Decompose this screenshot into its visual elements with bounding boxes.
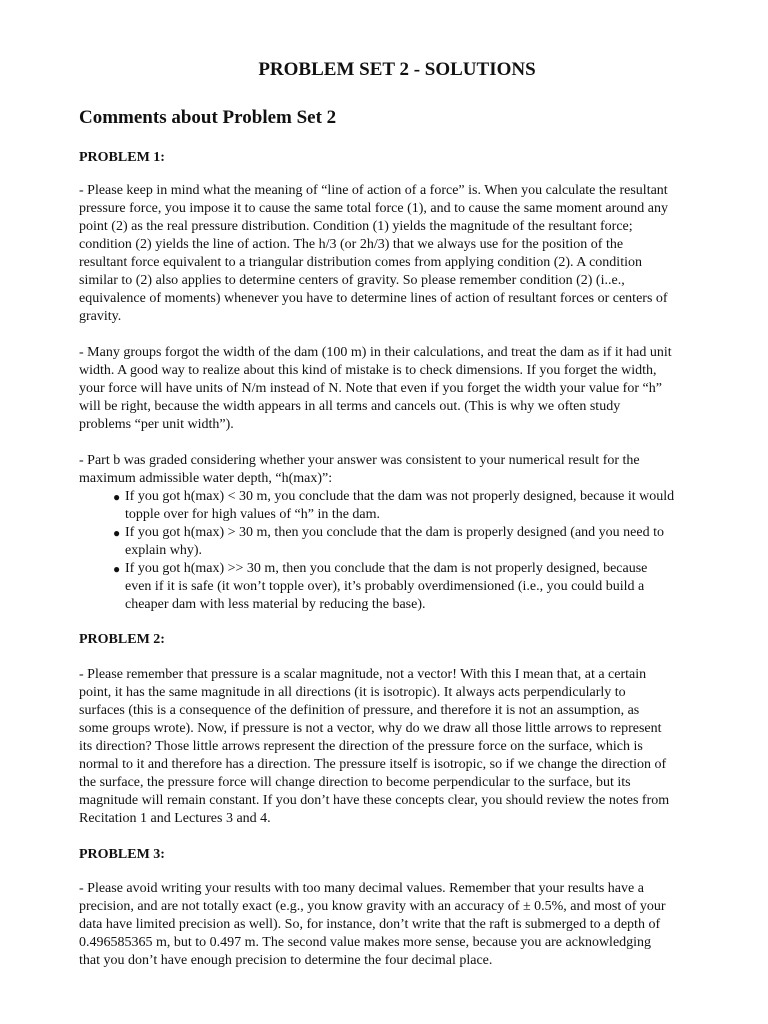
text-line: precision, and are not totally exact (e.g., you know gravity with an accuracy of ± 0.5%, and most of your [79, 899, 666, 914]
text-line: that you don’t have enough precision to determine the four decimal place. [79, 953, 493, 968]
text-line: topple over for high values of “h” in the dam. [125, 507, 381, 522]
text-line: point, it has the same magnitude in all directions (it is isotropic). It always acts perpendicularly to [79, 685, 626, 700]
list-item [113, 488, 723, 524]
problem-3-paragraph-1 [79, 880, 719, 970]
text-line: surfaces (this is a consequence of the definition of pressure, and therefore it is not an assumption, as [79, 703, 640, 718]
text-line: - Please remember that pressure is a scalar magnitude, not a vector! With this I mean that, at a certain [79, 667, 647, 682]
problem-1-paragraph-3 [79, 452, 719, 488]
text-line: resultant force equivalent to a triangular distribution comes from applying condition (2). A condition [79, 255, 642, 270]
text-line: 0.496585365 m, but to 0.497 m. The second value makes more sense, because you are acknowledging [79, 935, 652, 950]
text-line: - Please avoid writing your results with too many decimal values. Remember that your results have a [79, 881, 644, 896]
list-item [113, 524, 723, 560]
text-line: - Part b was graded considering whether your answer was consistent to your numerical result for the [79, 453, 640, 468]
text-line: magnitude will remain constant. If you don’t have these concepts clear, you should review the notes from [79, 793, 670, 808]
text-line: equivalence of moments) whenever you have to determine lines of action of resultant forces or centers of [79, 291, 668, 306]
text-line: If you got h(max) > 30 m, then you conclude that the dam is properly designed (and you need to [125, 525, 664, 540]
problem-2-heading: PROBLEM 2: [79, 632, 165, 647]
text-line: even if it is safe (it won’t topple over), it’s probably overdimensioned (i.e., you could build a [125, 579, 645, 594]
text-line: - Please keep in mind what the meaning of “line of action of a force” is. When you calculate the resultant [79, 183, 668, 198]
list-item [113, 560, 723, 614]
text-line: pressure force, you impose it to cause the same total force (1), and to cause the same moment around any [79, 201, 668, 216]
text-line: condition (2) yields the line of action. The h/3 (or 2h/3) that we always use for the position of the [79, 237, 624, 252]
text-line: Recitation 1 and Lectures 3 and 4. [79, 811, 271, 826]
problem-1-paragraph-1 [79, 182, 719, 326]
text-line: similar to (2) also applies to determine centers of gravity. So please remember condition (2) (i..e., [79, 273, 625, 288]
bullet-icon: ● [113, 562, 121, 576]
text-line: maximum admissible water depth, “h(max)”: [79, 471, 333, 486]
text-line: - Many groups forgot the width of the dam (100 m) in their calculations, and treat the dam as if it had unit [79, 345, 672, 360]
text-line: If you got h(max) >> 30 m, then you conclude that the dam is not properly designed, because [125, 561, 648, 576]
text-line: width. A good way to realize about this kind of mistake is to check dimensions. If you forget the width, [79, 363, 657, 378]
text-line: your force will have units of N/m instead of N. Note that even if you forget the width your value for “h” [79, 381, 662, 396]
text-line: will be right, because the width appears in all terms and cancels out. (This is why we often study [79, 399, 621, 414]
problem-1-paragraph-2 [79, 344, 719, 434]
text-line: If you got h(max) < 30 m, you conclude that the dam was not properly designed, because it would [125, 489, 675, 504]
problem-1-bullet-list [113, 488, 723, 614]
document-subtitle: Comments about Problem Set 2 [79, 107, 337, 128]
text-line: gravity. [79, 309, 122, 324]
bullet-icon: ● [113, 490, 121, 504]
text-line: cheaper dam with less material by reducing the base). [125, 597, 426, 612]
text-line: some groups wrote). Now, if pressure is not a vector, why do we draw all those little arrows to represent [79, 721, 662, 736]
problem-2-paragraph-1 [79, 666, 719, 828]
document-title: PROBLEM SET 2 - SOLUTIONS [258, 59, 536, 80]
problem-3-heading: PROBLEM 3: [79, 847, 165, 862]
text-line: the surface, the pressure force will change direction to become perpendicular to the surface, but its [79, 775, 631, 790]
text-line: point (2) as the real pressure distribution. Condition (1) yields the magnitude of the resultant force; [79, 219, 633, 234]
text-line: problems “per unit width”). [79, 417, 234, 432]
problem-1-heading: PROBLEM 1: [79, 150, 165, 165]
text-line: data have limited precision as well). So, for instance, don’t write that the raft is submerged to a depth of [79, 917, 661, 932]
text-line: its direction? Those little arrows represent the direction of the pressure force on the surface, which is [79, 739, 643, 754]
bullet-icon: ● [113, 526, 121, 540]
text-line: normal to it and therefore has a direction. The pressure itself is isotropic, so if we change the direction of [79, 757, 667, 772]
text-line: explain why). [125, 543, 202, 558]
